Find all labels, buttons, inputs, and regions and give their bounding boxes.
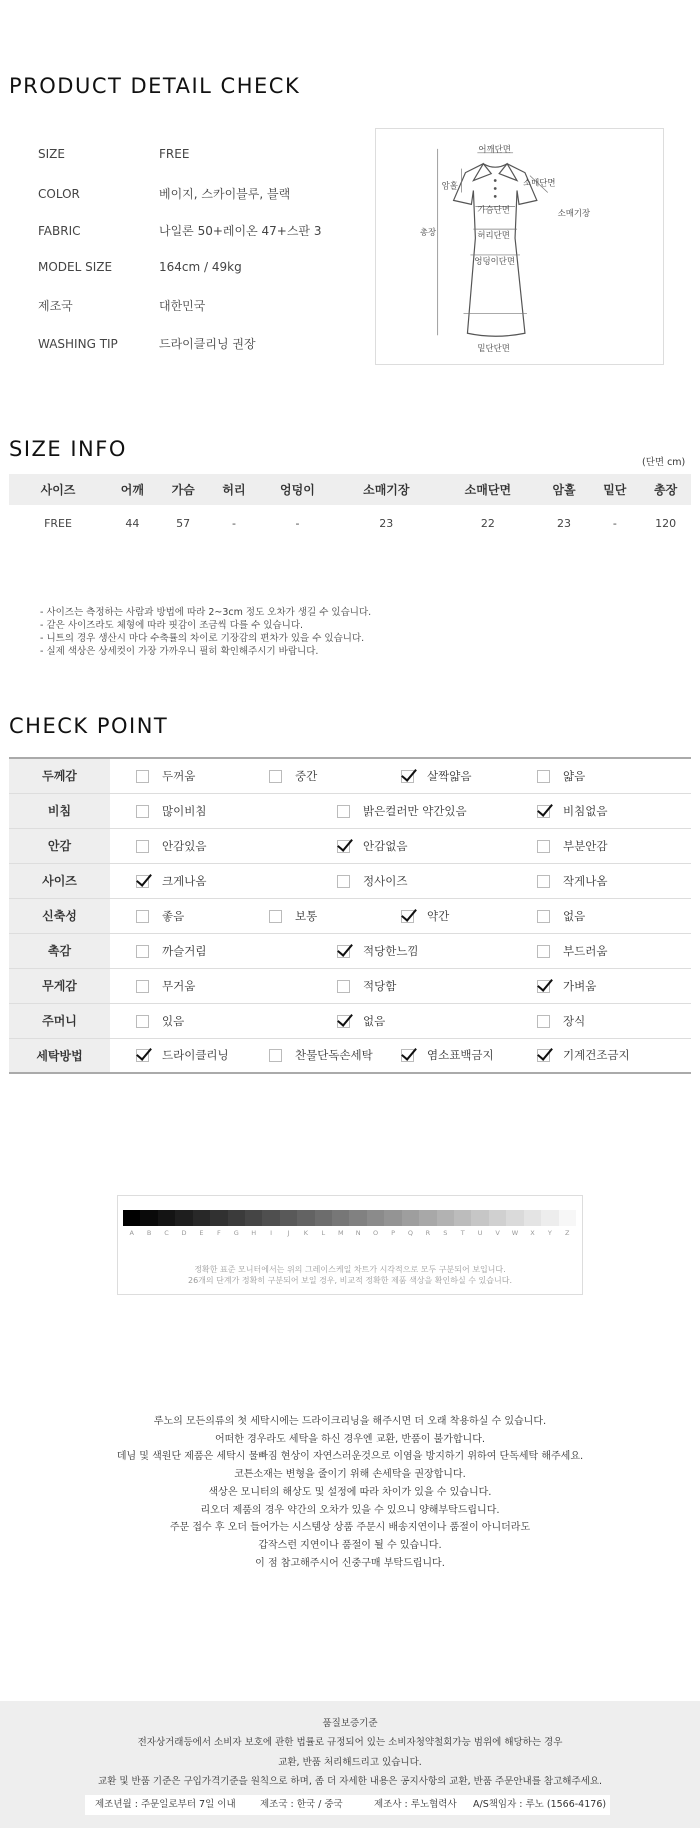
check-row — [9, 933, 691, 968]
size-header-cell: 암홀 — [539, 474, 590, 505]
footer-info-box — [85, 1795, 610, 1815]
size-header-cell: 허리 — [209, 474, 260, 505]
checkbox-icon[interactable] — [136, 770, 149, 783]
diagram-label-waist: 허리단면 — [477, 230, 510, 241]
grayscale-letter: J — [287, 1229, 290, 1237]
grayscale-swatch — [332, 1210, 349, 1226]
check-options — [110, 758, 691, 793]
check-point-title: CHECK POINT — [9, 714, 169, 738]
check-option-label: 없음 — [363, 1013, 386, 1028]
size-header-cell: 소매단면 — [437, 474, 539, 505]
check-option[interactable] — [537, 873, 607, 889]
size-notes — [40, 606, 371, 658]
footer-country: 제조국 : 한국 / 중국 — [260, 1799, 343, 1810]
size-note: - 실제 색상은 상세컷이 가장 가까우니 필히 확인해주시기 바랍니다. — [40, 646, 319, 657]
check-option[interactable] — [337, 1013, 385, 1029]
size-cell: 44 — [125, 516, 140, 530]
check-option[interactable] — [337, 873, 407, 889]
size-info-title: SIZE INFO — [9, 437, 127, 461]
grayscale-swatch — [541, 1210, 558, 1226]
check-options — [110, 863, 691, 898]
care-notice — [0, 1413, 700, 1572]
checkbox-icon[interactable] — [269, 910, 282, 923]
check-option-label: 중간 — [295, 768, 318, 783]
check-row — [9, 828, 691, 863]
footer-date: 제조년월 : 주문일로부터 7일 이내 — [95, 1799, 236, 1810]
size-cell: - — [612, 516, 617, 530]
grayscale-swatch — [524, 1210, 541, 1226]
checkbox-icon[interactable] — [537, 910, 550, 923]
check-option[interactable] — [269, 1047, 373, 1063]
check-point-table — [9, 757, 691, 1074]
diagram-label-sleeve-width: 소매단면 — [522, 177, 556, 188]
check-option-label: 비침없음 — [563, 803, 608, 818]
grayscale-swatch — [367, 1210, 384, 1226]
check-option[interactable] — [537, 1013, 585, 1029]
size-cell: 22 — [480, 516, 495, 530]
checkbox-icon[interactable] — [537, 945, 550, 958]
check-option[interactable] — [537, 908, 585, 924]
grayscale-letter: T — [460, 1229, 465, 1237]
check-option[interactable] — [401, 1047, 494, 1063]
detail-row — [38, 147, 189, 161]
check-row — [9, 793, 691, 828]
checked-checkbox-icon[interactable] — [337, 840, 350, 853]
size-header-cell: 엉덩이 — [259, 474, 335, 505]
check-option[interactable] — [401, 908, 449, 924]
size-cell: 120 — [655, 516, 677, 530]
grayscale-letter: O — [373, 1229, 379, 1237]
check-row — [9, 758, 691, 793]
grayscale-swatch — [140, 1210, 157, 1226]
size-table-header — [9, 474, 691, 505]
detail-label: SIZE — [38, 147, 65, 161]
grayscale-swatch — [262, 1210, 279, 1226]
checked-checkbox-icon[interactable] — [537, 1049, 550, 1062]
grayscale-swatch — [297, 1210, 314, 1226]
grayscale-letter: R — [425, 1229, 431, 1237]
size-table — [9, 474, 691, 541]
grayscale-swatch — [489, 1210, 506, 1226]
check-option-label: 약간 — [427, 908, 450, 923]
diagram-label-shoulder: 어깨단면 — [478, 143, 511, 154]
check-options — [110, 898, 691, 933]
checkbox-icon[interactable] — [269, 770, 282, 783]
check-option[interactable] — [537, 803, 607, 819]
checkbox-icon[interactable] — [337, 875, 350, 888]
care-line: 코튼소재는 변형을 줄이기 위해 손세탁을 권장합니다. — [234, 1469, 466, 1481]
check-option-label: 부분안감 — [563, 838, 608, 853]
checkbox-icon[interactable] — [537, 770, 550, 783]
diagram-label-hem: 밑단단면 — [477, 343, 510, 354]
checkbox-icon[interactable] — [337, 980, 350, 993]
check-row — [9, 968, 691, 1003]
check-category: 세탁방법 — [9, 1038, 110, 1073]
grayscale-letter: F — [216, 1229, 221, 1237]
checked-checkbox-icon[interactable] — [337, 945, 350, 958]
care-line: 리오더 제품의 경우 약간의 오차가 있을 수 있으니 양해부탁드립니다. — [200, 1504, 500, 1516]
diagram-label-armhole: 암홀 — [441, 180, 458, 191]
checked-checkbox-icon[interactable] — [537, 805, 550, 818]
check-category: 안감 — [9, 828, 110, 863]
check-option-label: 기계건조금지 — [563, 1048, 630, 1063]
check-category: 촉감 — [9, 933, 110, 968]
grayscale-note-line: 정확한 표준 모니터에서는 위의 그레이스케일 차트가 시각적으로 모두 구분되어 보입니다. — [194, 1265, 506, 1274]
quality-footer — [0, 1701, 700, 1828]
check-option-label: 있음 — [162, 1013, 185, 1028]
check-options — [110, 828, 691, 863]
check-option-label: 안감있음 — [162, 838, 207, 853]
grayscale-swatch — [454, 1210, 471, 1226]
diagram-label-hip: 엉덩이단면 — [474, 255, 515, 266]
check-options — [110, 1038, 691, 1073]
grayscale-letter: X — [530, 1229, 535, 1237]
checked-checkbox-icon[interactable] — [537, 980, 550, 993]
check-row — [9, 898, 691, 933]
care-line: 갑작스런 지연이나 품절이 될 수 있습니다. — [258, 1539, 442, 1551]
check-option-label: 정사이즈 — [363, 873, 408, 888]
checked-checkbox-icon[interactable] — [401, 1049, 414, 1062]
check-option-label: 좋음 — [162, 908, 185, 923]
check-option[interactable] — [337, 803, 467, 819]
size-diagram — [375, 128, 664, 365]
footer-line: 교환, 반품 처리해드리고 있습니다. — [278, 1756, 422, 1768]
footer-lines — [0, 1714, 700, 1792]
check-option[interactable] — [537, 838, 607, 854]
detail-row — [38, 185, 290, 202]
check-option[interactable] — [337, 978, 396, 994]
checked-checkbox-icon[interactable] — [401, 910, 414, 923]
detail-label: 제조국 — [38, 299, 73, 314]
size-note: - 같은 사이즈라도 체형에 따라 핏감이 조금씩 다를 수 있습니다. — [40, 620, 304, 631]
check-option-label: 적당한느낌 — [363, 943, 419, 958]
diagram-label-sleeve-length: 소매기장 — [557, 208, 591, 219]
detail-value: 대한민국 — [159, 299, 206, 314]
check-option[interactable] — [136, 873, 206, 889]
size-cell: 23 — [557, 516, 572, 530]
footer-line: 전자상거래등에서 소비자 보호에 관한 법률로 규정되어 있는 소비자청약철회가능 범위에 해당하는 경우 — [137, 1737, 563, 1749]
check-option-label: 없음 — [563, 908, 586, 923]
size-note: - 사이즈는 측정하는 사람과 방법에 따라 2~3cm 정도 오차가 생길 수 있습니다. — [40, 607, 372, 618]
check-options — [110, 968, 691, 1003]
grayscale-swatch — [280, 1210, 297, 1226]
check-option[interactable] — [269, 908, 317, 924]
grayscale-letter: Q — [407, 1229, 414, 1237]
detail-value: 베이지, 스카이블루, 블랙 — [159, 186, 291, 201]
check-option[interactable] — [401, 768, 471, 784]
grayscale-letter: I — [270, 1229, 273, 1237]
grayscale-swatch — [245, 1210, 262, 1226]
checkbox-icon[interactable] — [537, 875, 550, 888]
grayscale-swatch — [228, 1210, 245, 1226]
check-option[interactable] — [136, 838, 206, 854]
footer-as: A/S책임자 : 루노 (1566-4176) — [473, 1799, 607, 1810]
size-cell: 57 — [176, 516, 191, 530]
check-option-label: 무거움 — [162, 978, 196, 993]
check-option-label: 작게나옴 — [563, 873, 608, 888]
check-option-label: 찬물단독손세탁 — [295, 1048, 373, 1063]
check-row — [9, 1003, 691, 1038]
grayscale-note — [118, 1264, 582, 1286]
check-option-label: 장식 — [563, 1013, 586, 1028]
detail-value: 164cm / 49kg — [159, 259, 242, 274]
grayscale-letter: G — [233, 1229, 239, 1237]
size-header-cell: 어깨 — [107, 474, 158, 505]
check-option[interactable] — [537, 978, 596, 994]
checkbox-icon[interactable] — [136, 945, 149, 958]
grayscale-letter: K — [303, 1229, 309, 1237]
check-option[interactable] — [136, 908, 184, 924]
check-row — [9, 1038, 691, 1073]
check-option[interactable] — [136, 978, 195, 994]
size-note: - 니트의 경우 생산시 마다 수축률의 차이로 기장감의 편차가 있을 수 있습니다. — [40, 633, 365, 644]
check-category: 신축성 — [9, 898, 110, 933]
size-header-cell: 가슴 — [158, 474, 209, 505]
size-unit: (단면 cm) — [642, 457, 686, 468]
check-category: 무게감 — [9, 968, 110, 1003]
size-cell: - — [231, 516, 236, 530]
grayscale-chart — [117, 1195, 583, 1295]
check-option-label: 까슬거림 — [162, 943, 207, 958]
check-option-label: 드라이클리닝 — [162, 1048, 229, 1063]
check-option-label: 보통 — [295, 908, 318, 923]
grayscale-letter: Y — [547, 1229, 552, 1237]
grayscale-swatch — [315, 1210, 332, 1226]
checkbox-icon[interactable] — [136, 840, 149, 853]
check-option-label: 적당함 — [363, 978, 397, 993]
grayscale-letter: B — [146, 1229, 152, 1237]
size-cell: 23 — [379, 516, 394, 530]
check-option-label: 많이비침 — [162, 803, 207, 818]
check-option[interactable] — [269, 768, 317, 784]
check-option-label: 가벼움 — [563, 978, 597, 993]
detail-value: 나일론 50+레이온 47+스판 3 — [159, 224, 322, 239]
checkbox-icon[interactable] — [136, 1015, 149, 1028]
grayscale-letter: N — [355, 1229, 361, 1237]
care-line: 색상은 모니터의 해상도 및 설정에 따라 차이가 있을 수 있습니다. — [208, 1486, 492, 1498]
care-line: 이 점 참고해주시어 신중구매 부탁드립니다. — [255, 1557, 445, 1569]
footer-line: 교환 및 반품 기준은 구입가격기준을 원칙으로 하며, 좀 더 자세한 내용은 공지사항의 교환, 반품 주문안내를 참고해주세요. — [97, 1776, 603, 1788]
grayscale-letter: U — [477, 1229, 483, 1237]
check-option[interactable] — [136, 943, 206, 959]
check-options — [110, 1003, 691, 1038]
care-line: 데님 및 색원단 제품은 세탁시 물빠짐 현상이 자연스러운것으로 이염을 방지하기 위하여 단독세탁 해주세요. — [116, 1451, 584, 1463]
detail-label: WASHING TIP — [38, 337, 118, 351]
grayscale-note-line: 26개의 단계가 정확히 구분되어 보일 경우, 비교적 정확한 제품 색상을 확인하실 수 있습니다. — [188, 1276, 512, 1285]
care-line: 어떠한 경우라도 세탁을 하신 경우엔 교환, 반품이 불가합니다. — [214, 1433, 486, 1445]
checkbox-icon[interactable] — [136, 910, 149, 923]
checkbox-icon[interactable] — [537, 840, 550, 853]
check-option[interactable] — [537, 943, 607, 959]
check-option-label: 살짝얇음 — [427, 768, 472, 783]
check-option[interactable] — [136, 768, 195, 784]
grayscale-letter: W — [511, 1229, 519, 1237]
check-options — [110, 793, 691, 828]
checked-checkbox-icon[interactable] — [136, 1049, 149, 1062]
footer-line: 품질보증기준 — [322, 1718, 378, 1729]
grayscale-swatch — [506, 1210, 523, 1226]
product-detail-title: PRODUCT DETAIL CHECK — [9, 74, 301, 98]
table-row — [9, 505, 691, 541]
check-row — [9, 863, 691, 898]
check-option-label: 크게나옴 — [162, 873, 207, 888]
check-option-label: 밝은컬러만 약간있음 — [363, 803, 467, 818]
check-option[interactable] — [136, 1047, 229, 1063]
check-options — [110, 933, 691, 968]
size-header-cell: 소매기장 — [336, 474, 438, 505]
size-cell: - — [295, 516, 300, 530]
check-category: 주머니 — [9, 1003, 110, 1038]
check-option-label: 부드러움 — [563, 943, 608, 958]
grayscale-swatch — [210, 1210, 227, 1226]
detail-value: 드라이클리닝 권장 — [159, 337, 256, 351]
grayscale-letter: Z — [565, 1229, 570, 1237]
checkbox-icon[interactable] — [537, 1015, 550, 1028]
dress-measurement-diagram — [376, 129, 663, 364]
grayscale-letter: H — [251, 1229, 257, 1237]
checkbox-icon[interactable] — [337, 805, 350, 818]
care-line: 루노의 모든의류의 첫 세탁시에는 드라이크리닝을 해주시면 더 오래 착용하실 수 있습니다. — [153, 1416, 547, 1427]
grayscale-letter: A — [129, 1229, 134, 1237]
grayscale-swatch — [471, 1210, 488, 1226]
check-option[interactable] — [337, 943, 419, 959]
checked-checkbox-icon[interactable] — [337, 1015, 350, 1028]
diagram-label-chest: 가슴단면 — [477, 204, 510, 215]
grayscale-swatch — [384, 1210, 401, 1226]
checked-checkbox-icon[interactable] — [136, 875, 149, 888]
grayscale-letter: M — [337, 1229, 344, 1237]
detail-label: MODEL SIZE — [38, 259, 113, 274]
diagram-label-total-length: 총장 — [419, 227, 437, 238]
size-header-cell: 총장 — [640, 474, 691, 505]
grayscale-swatch — [349, 1210, 366, 1226]
footer-maker: 제조사 : 루노협력사 — [374, 1799, 457, 1810]
check-option[interactable] — [136, 803, 206, 819]
detail-label: FABRIC — [38, 224, 81, 239]
check-option[interactable] — [337, 838, 407, 854]
size-header-cell: 밑단 — [589, 474, 640, 505]
check-option-label: 염소표백금지 — [427, 1048, 494, 1063]
check-option[interactable] — [537, 1047, 630, 1063]
detail-value: FREE — [159, 147, 190, 161]
check-option[interactable] — [136, 1013, 184, 1029]
check-option-label: 안감없음 — [363, 838, 408, 853]
grayscale-letters — [123, 1229, 576, 1237]
checkbox-icon[interactable] — [136, 980, 149, 993]
check-category: 비침 — [9, 793, 110, 828]
check-category: 사이즈 — [9, 863, 110, 898]
grayscale-swatch — [193, 1210, 210, 1226]
grayscale-swatch — [158, 1210, 175, 1226]
grayscale-letter: P — [391, 1229, 395, 1237]
checkbox-icon[interactable] — [269, 1049, 282, 1062]
check-option-label: 두꺼움 — [162, 768, 196, 783]
grayscale-letter: E — [199, 1229, 204, 1237]
checkbox-icon[interactable] — [136, 805, 149, 818]
check-category: 두께감 — [9, 758, 110, 793]
grayscale-strip — [123, 1210, 576, 1226]
grayscale-swatch — [419, 1210, 436, 1226]
grayscale-swatch — [559, 1210, 576, 1226]
grayscale-letter: C — [164, 1229, 169, 1237]
detail-row — [38, 260, 242, 274]
grayscale-swatch — [437, 1210, 454, 1226]
detail-label: COLOR — [38, 186, 80, 201]
grayscale-letter: V — [495, 1229, 500, 1237]
grayscale-swatch — [402, 1210, 419, 1226]
check-option-label: 얇음 — [563, 768, 586, 783]
grayscale-swatch — [123, 1210, 140, 1226]
detail-row — [38, 297, 205, 314]
grayscale-letter: L — [321, 1229, 326, 1237]
detail-row — [38, 222, 321, 239]
check-option[interactable] — [537, 768, 585, 784]
detail-row — [38, 335, 256, 352]
checked-checkbox-icon[interactable] — [401, 770, 414, 783]
size-header-cell: 사이즈 — [9, 474, 107, 505]
grayscale-letter: S — [443, 1229, 448, 1237]
grayscale-letter: D — [181, 1229, 187, 1237]
size-cell: FREE — [44, 516, 72, 530]
care-line: 주문 접수 후 오더 들어가는 시스템상 상품 주문시 배송지연이나 품절이 아니더라도 — [169, 1522, 531, 1534]
grayscale-swatch — [175, 1210, 192, 1226]
